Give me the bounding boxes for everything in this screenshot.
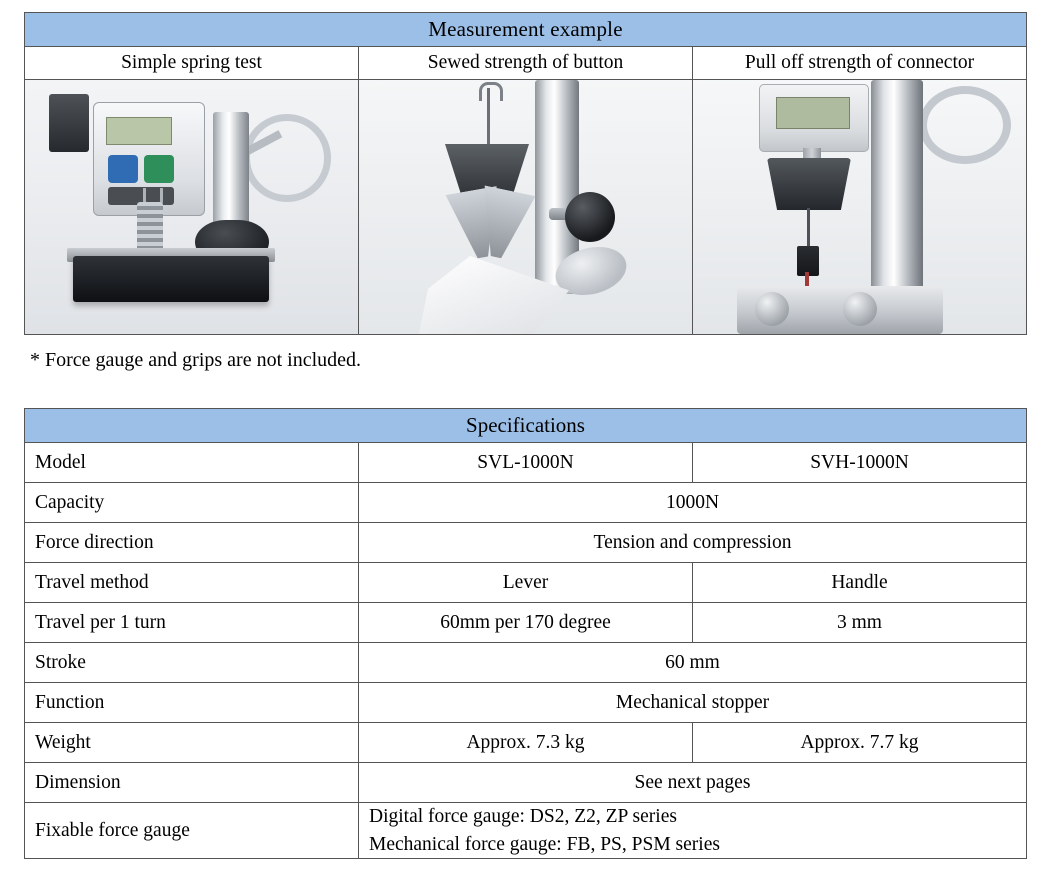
fixable-digital-line: Digital force gauge: DS2, Z2, ZP series [369, 806, 677, 827]
table-row [25, 683, 1027, 723]
spec-label-capacity: Capacity [25, 483, 359, 523]
measurement-header-row [25, 13, 1027, 47]
spec-value-weight-svl: Approx. 7.3 kg [359, 723, 693, 763]
gauge-display-shape [776, 97, 850, 129]
base-bolt-right-shape [843, 292, 877, 326]
spec-value-weight-svh: Approx. 7.7 kg [693, 723, 1027, 763]
table-row [25, 563, 1027, 603]
spec-value-travel-method-svl: Lever [359, 563, 693, 603]
handwheel-shape [919, 86, 1011, 164]
gauge-button-blue-shape [108, 155, 138, 183]
spec-value-travel-method-svh: Handle [693, 563, 1027, 603]
measurement-caption-3: Pull off strength of connector [693, 47, 1027, 80]
table-row [25, 643, 1027, 683]
spec-label-stroke: Stroke [25, 643, 359, 683]
specifications-section [24, 408, 1027, 859]
gauge-button-green-shape [144, 155, 174, 183]
spec-value-stroke: 60 mm [359, 643, 1027, 683]
spec-label-fixable-force-gauge: Fixable force gauge [25, 803, 359, 859]
attachment-hook-shape [479, 82, 503, 101]
spec-label-dimension: Dimension [25, 763, 359, 803]
spec-value-capacity: 1000N [359, 483, 1027, 523]
table-row [25, 603, 1027, 643]
base-body-shape [73, 256, 269, 302]
base-bolt-left-shape [755, 292, 789, 326]
spec-label-function: Function [25, 683, 359, 723]
spec-value-function: Mechanical stopper [359, 683, 1027, 723]
handwheel-shape [243, 114, 331, 202]
spec-value-model-svh: SVH-1000N [693, 443, 1027, 483]
table-row [25, 443, 1027, 483]
table-row [25, 483, 1027, 523]
spec-label-travel-method: Travel method [25, 563, 359, 603]
table-row [25, 723, 1027, 763]
table-row [25, 523, 1027, 563]
button-sew-strength-photo [359, 80, 692, 334]
specifications-table [24, 408, 1027, 859]
spec-label-weight: Weight [25, 723, 359, 763]
photo-cell-spring-test [25, 80, 359, 335]
spec-label-model: Model [25, 443, 359, 483]
fixable-mechanical-line: Mechanical force gauge: FB, PS, PSM series [369, 833, 720, 855]
specifications-title: Specifications [25, 409, 1027, 443]
measurement-photo-row [25, 80, 1027, 335]
spec-header-row [25, 409, 1027, 443]
stand-column-shape [871, 80, 923, 294]
locking-knob-shape [565, 192, 615, 242]
gauge-display-shape [106, 117, 172, 145]
photo-cell-connector-pull [693, 80, 1027, 335]
spec-label-travel-per-turn: Travel per 1 turn [25, 603, 359, 643]
connector-grip-shape [767, 158, 851, 210]
spring-test-photo [25, 80, 358, 334]
connector-pull-off-photo [693, 80, 1026, 334]
measurement-caption-row [25, 47, 1027, 80]
measurement-caption-2: Sewed strength of button [359, 47, 693, 80]
attachment-wire-shape [487, 88, 490, 148]
spec-value-fixable-force-gauge [359, 803, 1027, 859]
spec-value-travel-per-turn-svh: 3 mm [693, 603, 1027, 643]
spec-label-force-direction: Force direction [25, 523, 359, 563]
spec-value-model-svl: SVL-1000N [359, 443, 693, 483]
spec-value-dimension: See next pages [359, 763, 1027, 803]
table-row [25, 803, 1027, 859]
photo-cell-button-sew [359, 80, 693, 335]
measurement-title: Measurement example [25, 13, 1027, 47]
spec-value-force-direction: Tension and compression [359, 523, 1027, 563]
table-row [25, 763, 1027, 803]
spec-value-travel-per-turn-svl: 60mm per 170 degree [359, 603, 693, 643]
measurement-example-table [24, 12, 1027, 335]
inclusion-note: * Force gauge and grips are not included. [30, 349, 362, 371]
mounting-bracket-shape [49, 94, 89, 152]
force-gauge-shape [759, 84, 869, 152]
measurement-caption-1: Simple spring test [25, 47, 359, 80]
